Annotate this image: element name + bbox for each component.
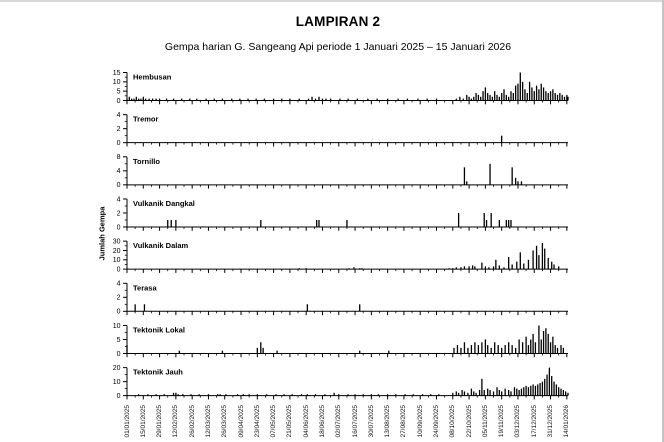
- x-tick-label: 03/12/2025: [514, 405, 522, 438]
- svg-text:4: 4: [116, 168, 121, 176]
- x-tick-label: 01/01/2025: [123, 405, 131, 438]
- x-tick-label: 08/10/2025: [449, 405, 457, 438]
- panel-label-vulkanik-dalam: Vulkanik Dalam: [133, 241, 189, 251]
- x-tick-label: 26/03/2025: [221, 405, 229, 438]
- x-tick-label: 30/07/2025: [367, 405, 375, 438]
- x-tick-label: 10/09/2025: [416, 405, 424, 438]
- panel-label-tornillo: Tornillo: [133, 156, 160, 166]
- x-tick-label: 16/07/2025: [351, 405, 359, 438]
- svg-text:15: 15: [112, 69, 121, 77]
- panel-label-terasa: Terasa: [133, 283, 157, 293]
- x-tick-label: 26/02/2025: [188, 405, 196, 438]
- x-tick-label: 09/04/2025: [237, 405, 245, 438]
- panel-vulkanik-dangkal: [117, 196, 568, 231]
- panel-label-vulkanik-dangkal: Vulkanik Dangkal: [133, 198, 195, 208]
- panel-tornillo: [117, 154, 568, 189]
- panel-label-tektonik-lokal: Tektonik Lokal: [133, 325, 185, 335]
- y-axis-label: Jumlah Gempa: [97, 206, 107, 261]
- svg-text:10: 10: [112, 257, 121, 265]
- svg-text:10: 10: [112, 322, 121, 330]
- panel-hembusan: [113, 70, 569, 105]
- x-tick-label: 12/03/2025: [204, 405, 212, 438]
- svg-text:20: 20: [112, 247, 121, 255]
- bars-vulkanik-dalam: [299, 243, 560, 269]
- panel-tektonik-lokal: [113, 323, 568, 358]
- svg-text:0: 0: [116, 308, 121, 316]
- bars-tektonik-jauh: [138, 368, 569, 396]
- bars-tornillo: [464, 164, 522, 185]
- panel-vulkanik-dalam: [113, 239, 568, 274]
- x-tick-label: 17/12/2025: [530, 405, 538, 438]
- x-tick-label: 21/05/2025: [286, 405, 294, 438]
- x-tick-label: 05/11/2025: [481, 405, 489, 438]
- bars-hembusan: [126, 73, 568, 101]
- x-tick-label: 27/08/2025: [400, 405, 408, 438]
- svg-text:20: 20: [112, 365, 121, 373]
- x-tick-label: 29/01/2025: [156, 405, 164, 438]
- svg-text:0: 0: [116, 140, 121, 148]
- x-tick-label: 19/11/2025: [498, 405, 506, 438]
- svg-text:10: 10: [112, 79, 121, 87]
- page-title: LAMPIRAN 2: [295, 14, 381, 29]
- x-tick-label: 02/07/2025: [335, 405, 343, 438]
- x-tick-label: 22/10/2025: [465, 405, 473, 438]
- panel-tektonik-jauh: [113, 365, 569, 400]
- panel-terasa: [117, 281, 568, 316]
- panel-tremor: [117, 112, 568, 147]
- bars-tremor: [501, 136, 502, 143]
- svg-text:0: 0: [116, 224, 121, 232]
- x-tick-label: 13/08/2025: [384, 405, 392, 438]
- bars-vulkanik-dangkal: [167, 213, 512, 227]
- svg-text:4: 4: [116, 112, 121, 120]
- panel-label-tremor: Tremor: [133, 114, 159, 124]
- svg-text:2: 2: [116, 126, 121, 134]
- panel-label-hembusan: Hembusan: [133, 72, 172, 82]
- svg-text:0: 0: [116, 266, 121, 274]
- svg-text:2: 2: [116, 210, 121, 218]
- svg-text:0: 0: [116, 350, 121, 358]
- svg-text:0: 0: [116, 393, 121, 401]
- svg-text:10: 10: [112, 379, 121, 387]
- svg-text:0: 0: [116, 97, 121, 105]
- x-tick-label: 18/06/2025: [318, 405, 326, 438]
- svg-text:8: 8: [116, 154, 121, 162]
- x-tick-label: 12/02/2025: [172, 405, 180, 438]
- svg-text:4: 4: [116, 280, 121, 288]
- svg-text:4: 4: [116, 196, 121, 204]
- x-tick-label: 14/01/2026: [563, 405, 571, 438]
- svg-text:5: 5: [116, 88, 121, 96]
- svg-text:30: 30: [112, 238, 121, 246]
- x-tick-label: 15/01/2025: [139, 405, 147, 438]
- svg-text:5: 5: [116, 336, 121, 344]
- x-tick-label: 31/12/2025: [547, 405, 555, 438]
- x-tick-label: 04/06/2025: [302, 405, 310, 438]
- x-tick-label: 23/04/2025: [253, 405, 261, 438]
- svg-text:2: 2: [116, 294, 121, 302]
- bars-terasa: [135, 304, 361, 311]
- x-tick-label: 24/09/2025: [433, 405, 440, 438]
- panel-label-tektonik-jauh: Tektonik Jauh: [133, 367, 183, 377]
- bars-tektonik-lokal: [126, 325, 564, 353]
- x-tick-label: 07/05/2025: [270, 405, 278, 438]
- svg-text:0: 0: [116, 182, 121, 190]
- page-subtitle: Gempa harian G. Sangeang Api periode 1 Januari 2025 – 15 Januari 2026: [164, 41, 512, 53]
